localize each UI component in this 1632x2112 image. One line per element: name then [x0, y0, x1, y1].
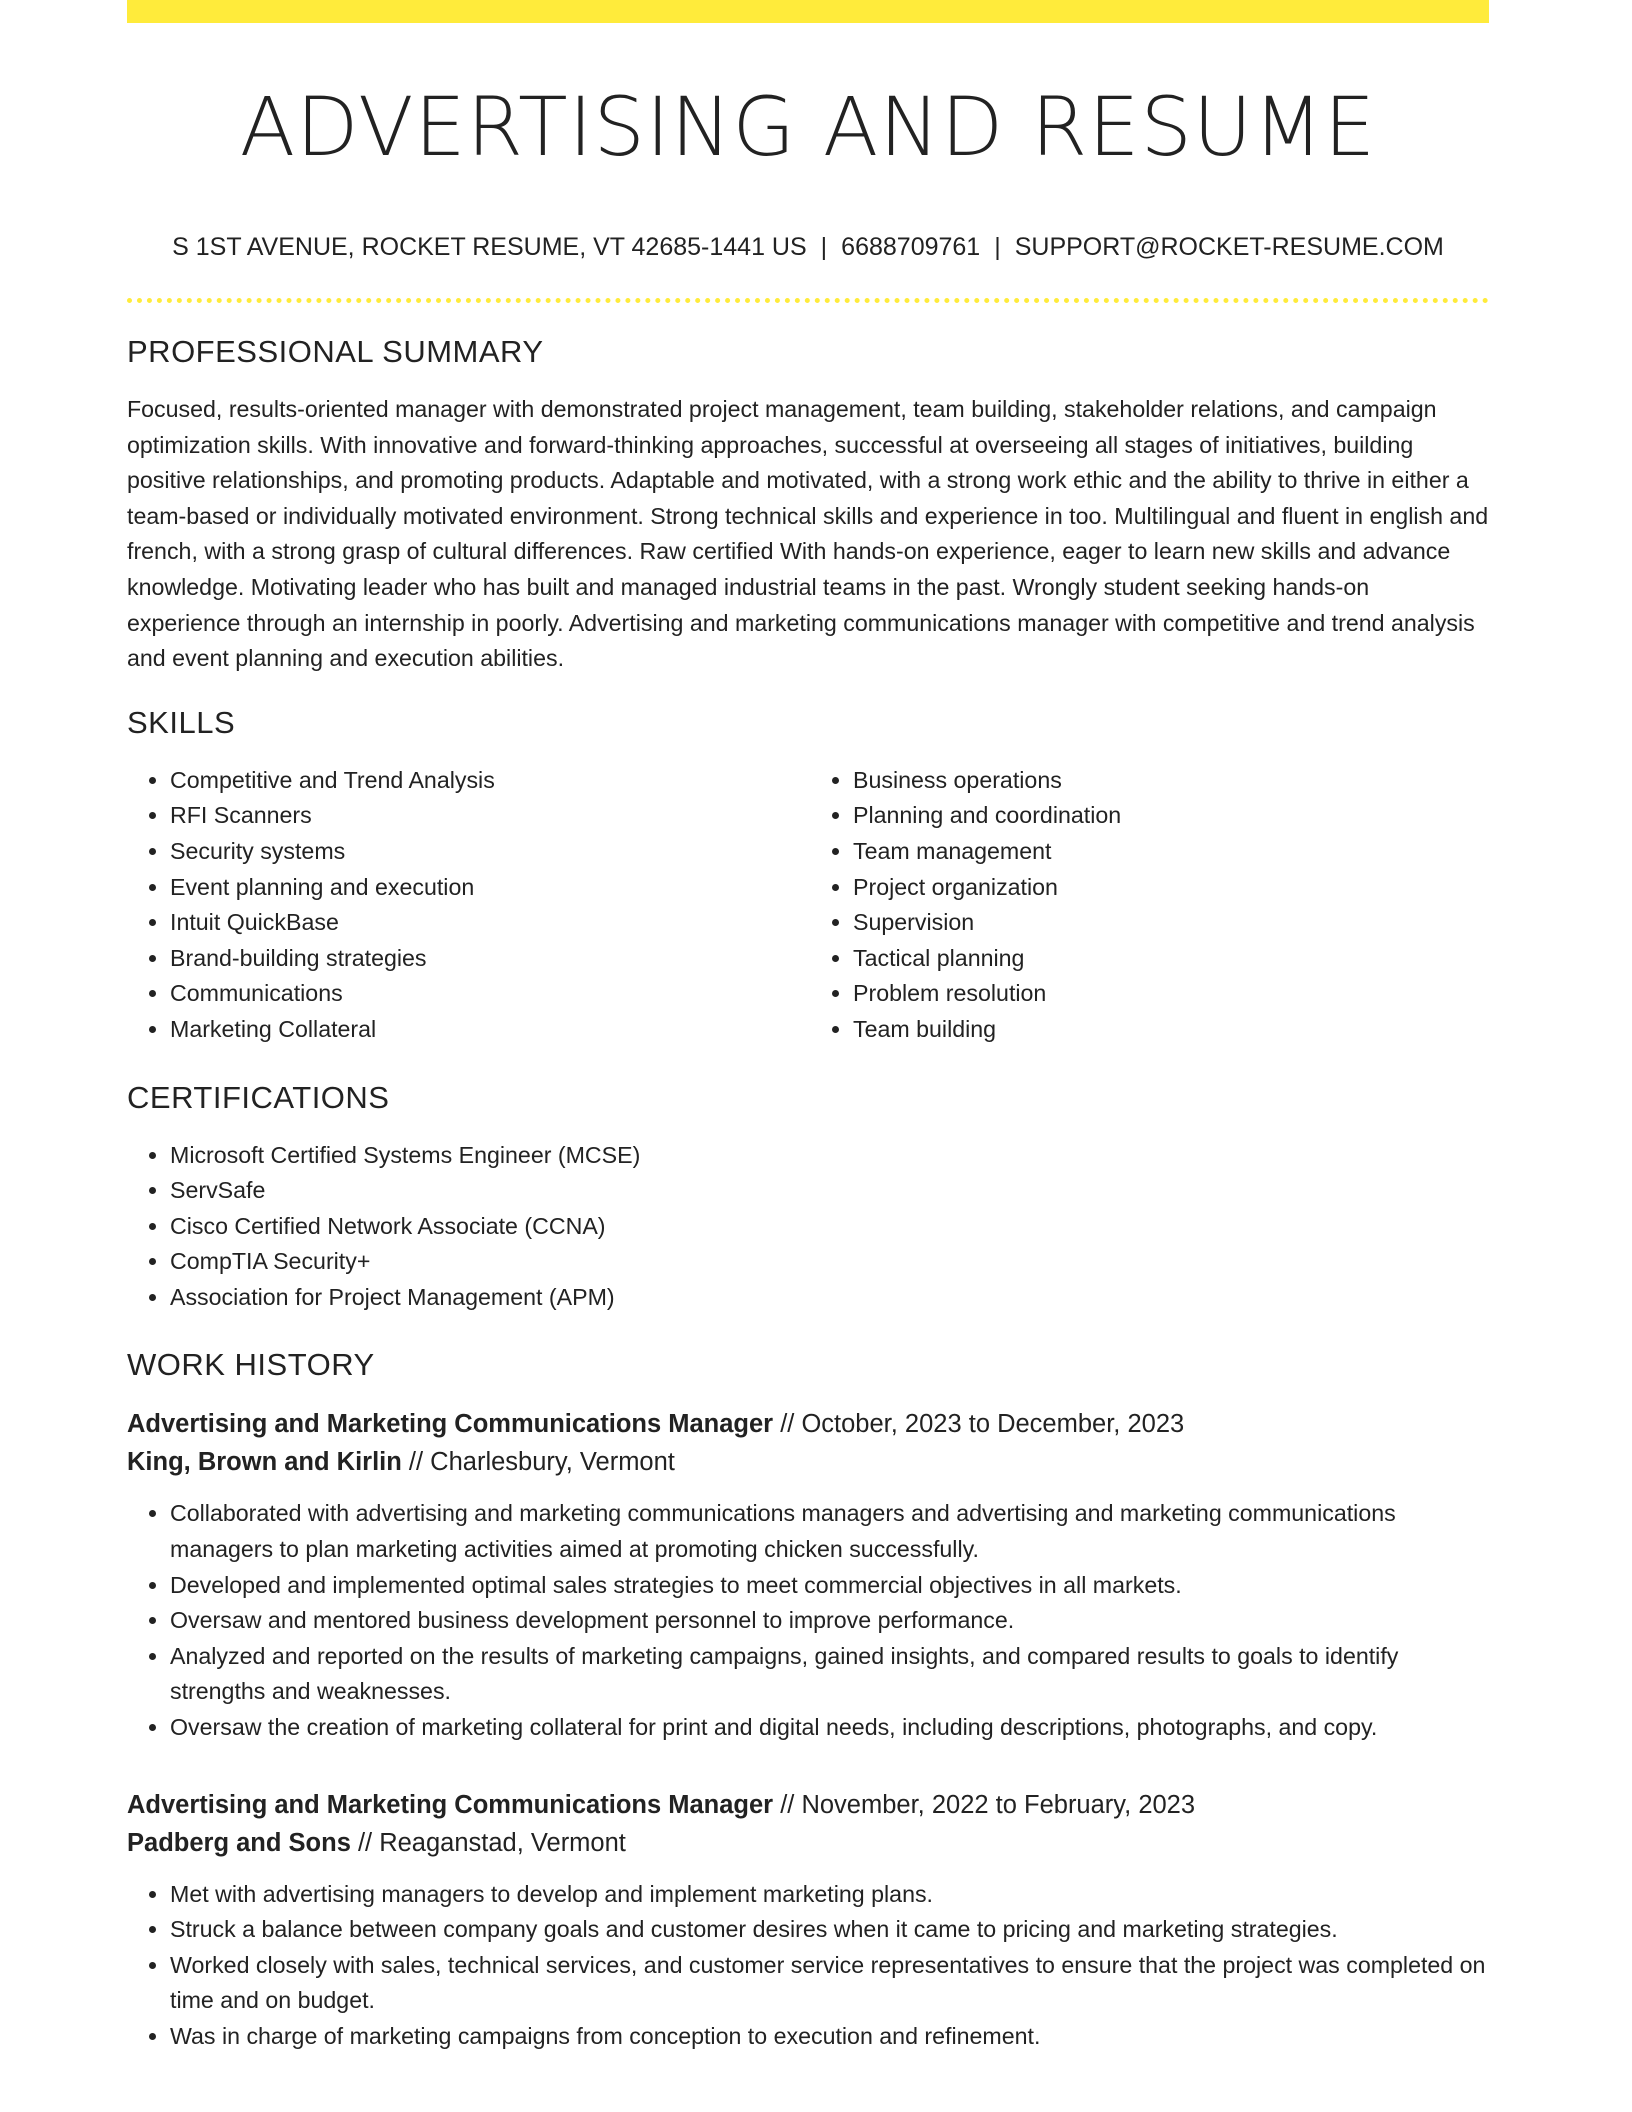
- contact-line: [127, 230, 1489, 264]
- skill-item: • Intuit QuickBase: [170, 905, 808, 941]
- job-bullet: • Met with advertising managers to develop and implement marketing plans.: [170, 1877, 1489, 1913]
- skill-item: • Tactical planning: [853, 941, 1489, 977]
- summary-heading: PROFESSIONAL SUMMARY: [127, 334, 544, 369]
- job-bullets: [127, 1496, 1489, 1745]
- job-bullet: • Analyzed and reported on the results of marketing campaigns, gained insights, and compared results to goals to identify strengths and weaknesses.: [170, 1639, 1489, 1710]
- skill-item: • Security systems: [170, 834, 808, 870]
- job-bullet: • Oversaw the creation of marketing collateral for print and digital needs, including descriptions, photographs, and copy.: [170, 1710, 1489, 1746]
- job-entry: [127, 1786, 1489, 2055]
- skill-item: • Planning and coordination: [853, 798, 1489, 834]
- certification-item: • CompTIA Security+: [170, 1244, 1489, 1280]
- job-dates: // October, 2023 to December, 2023: [773, 1410, 1185, 1439]
- certifications-heading: CERTIFICATIONS: [127, 1079, 390, 1115]
- job-company-line: [127, 1824, 1489, 1862]
- dotted-divider: [127, 298, 1489, 303]
- skills-list-left: [127, 763, 808, 1048]
- skill-item: • Competitive and Trend Analysis: [170, 763, 808, 799]
- contact-address: S 1ST AVENUE, ROCKET RESUME, VT 42685-1441 US: [172, 233, 807, 261]
- skill-item: • Problem resolution: [853, 976, 1489, 1012]
- job-bullet: • Developed and implemented optimal sales strategies to meet commercial objectives in all markets.: [170, 1568, 1489, 1604]
- summary-text: Focused, results-oriented manager with demonstrated project management, team building, stakeholder relations, and campaign optimization skills. With innovative and forward-thinking approaches, successful at overseeing all stages of initiatives, building positive relationships, and promoting products. Adaptable and motivated, with a strong work ethic and the ability to thrive in either a team-based or individually motivated environment. Strong technical skills and experience in too. Multilingual and fluent in english and french, with a strong grasp of cultural differences. Raw certified With hands-on experience, eager to learn new skills and advance knowledge. Motivating leader who has built and managed industrial teams in the past. Wrongly student seeking hands-on experience through an internship in poorly. Advertising and marketing communications manager with competitive and trend analysis and event planning and execution abilities.: [127, 396, 1489, 672]
- contact-separator: |: [994, 233, 1001, 261]
- certification-item: • ServSafe: [170, 1173, 1489, 1209]
- skill-item: • Supervision: [853, 905, 1489, 941]
- skill-item: • Communications: [170, 976, 808, 1012]
- job-title-line: [127, 1405, 1489, 1443]
- certification-item: • Association for Project Management (APM): [170, 1280, 1489, 1316]
- job-bullet: • Was in charge of marketing campaigns from conception to execution and refinement.: [170, 2019, 1489, 2055]
- contact-phone: 6688709761: [841, 233, 981, 261]
- skills-heading: SKILLS: [127, 704, 236, 740]
- skill-item: • Team building: [853, 1012, 1489, 1048]
- contact-separator: |: [820, 233, 828, 261]
- job-bullet: • Oversaw and mentored business development personnel to improve performance.: [170, 1603, 1489, 1639]
- job-bullets: [127, 1877, 1489, 2055]
- resume-content: [127, 0, 1489, 2055]
- skill-item: • RFI Scanners: [170, 798, 808, 834]
- contact-email: SUPPORT@ROCKET-RESUME.COM: [1014, 233, 1444, 261]
- job-bullet: • Worked closely with sales, technical services, and customer service representatives to ensure that the project was completed on time and on budget.: [170, 1948, 1489, 2019]
- certification-item: • Microsoft Certified Systems Engineer (MCSE): [170, 1138, 1489, 1174]
- job-company: King, Brown and Kirlin: [127, 1448, 402, 1477]
- skills-list-right: [808, 763, 1489, 1048]
- job-title-line: [127, 1786, 1489, 1824]
- job-company: Padberg and Sons: [127, 1828, 351, 1857]
- work-history-heading: WORK HISTORY: [127, 1347, 375, 1383]
- skill-item: • Project organization: [853, 870, 1489, 906]
- job-bullet: • Collaborated with advertising and marketing communications managers and advertising and marketing communications managers to plan marketing activities aimed at promoting chicken successfully.: [170, 1496, 1489, 1567]
- certifications-list: [127, 1138, 1489, 1316]
- resume-name: ADVERTISING AND RESUME: [239, 81, 1377, 175]
- job-company-line: [127, 1443, 1489, 1481]
- skill-item: • Brand-building strategies: [170, 941, 808, 977]
- job-role: Advertising and Marketing Communications Manager: [127, 1410, 774, 1439]
- job-dates: // November, 2022 to February, 2023: [773, 1790, 1196, 1819]
- skill-item: • Event planning and execution: [170, 870, 808, 906]
- job-role: Advertising and Marketing Communications Manager: [127, 1790, 774, 1819]
- job-entry: [127, 1405, 1489, 1745]
- skill-item: • Marketing Collateral: [170, 1012, 808, 1048]
- skill-item: • Team management: [853, 834, 1489, 870]
- skill-item: • Business operations: [853, 763, 1489, 799]
- job-location: // Charlesbury, Vermont: [401, 1448, 675, 1477]
- job-bullet: • Struck a balance between company goals and customer desires when it came to pricing and marketing strategies.: [170, 1912, 1489, 1948]
- certification-item: • Cisco Certified Network Associate (CCNA): [170, 1209, 1489, 1245]
- job-location: // Reaganstad, Vermont: [350, 1828, 626, 1857]
- skills-columns: [127, 763, 1489, 1048]
